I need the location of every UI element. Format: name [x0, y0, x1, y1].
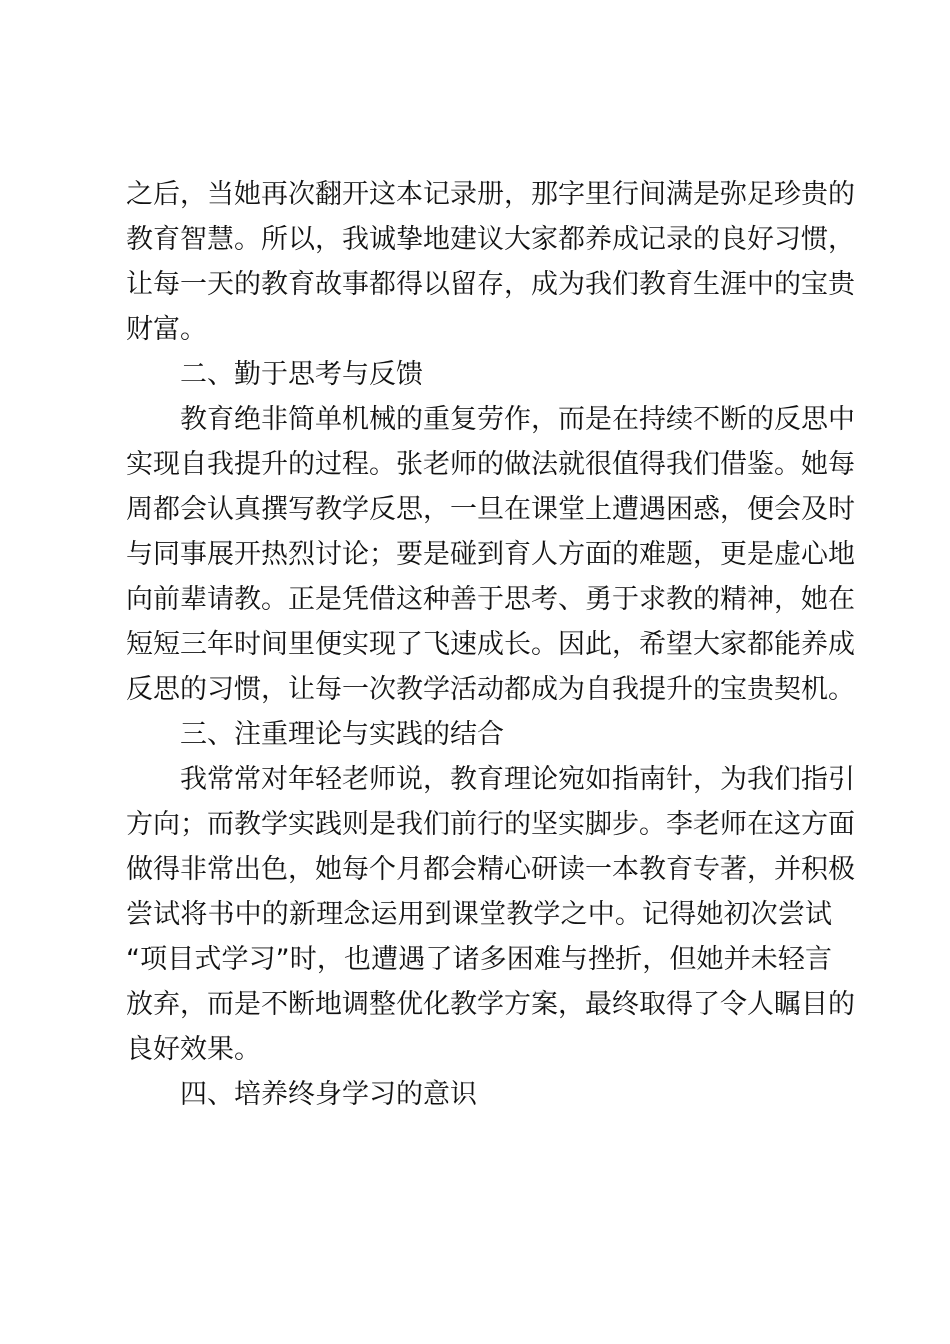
body-text-line: 向前辈请教。正是凭借这种善于思考、勇于求教的精神，她在: [126, 584, 855, 615]
section-heading: 三、注重理论与实践的结合: [180, 719, 504, 750]
body-text-line: 教育智慧。所以，我诚挚地建议大家都养成记录的良好习惯，: [126, 224, 855, 255]
body-text-line: 与同事展开热烈讨论；要是碰到育人方面的难题，更是虚心地: [126, 539, 855, 570]
body-text-line: 方向；而教学实践则是我们前行的坚实脚步。李老师在这方面: [126, 809, 855, 840]
section-heading: 四、培养终身学习的意识: [180, 1079, 477, 1110]
body-text-line: 教育绝非简单机械的重复劳作，而是在持续不断的反思中: [180, 404, 855, 435]
body-text-line: 良好效果。: [126, 1034, 261, 1065]
body-text-line: 之后，当她再次翻开这本记录册，那字里行间满是弥足珍贵的: [126, 179, 855, 210]
body-text-line: 财富。: [126, 314, 207, 345]
body-text-line: 尝试将书中的新理念运用到课堂教学之中。记得她初次尝试: [126, 899, 832, 930]
body-text-line: “项目式学习”时，也遭遇了诸多困难与挫折，但她并未轻言: [126, 944, 832, 975]
body-text-line: 实现自我提升的过程。张老师的做法就很值得我们借鉴。她每: [126, 449, 855, 480]
body-text-line: 周都会认真撰写教学反思，一旦在课堂上遭遇困惑，便会及时: [126, 494, 855, 525]
body-text-line: 反思的习惯，让每一次教学活动都成为自我提升的宝贵契机。: [126, 674, 855, 705]
body-text-line: 放弃，而是不断地调整优化教学方案，最终取得了令人瞩目的: [126, 989, 855, 1020]
body-text-line: 让每一天的教育故事都得以留存，成为我们教育生涯中的宝贵: [126, 269, 855, 300]
body-text-line: 短短三年时间里便实现了飞速成长。因此，希望大家都能养成: [126, 629, 855, 660]
section-heading: 二、勤于思考与反馈: [180, 359, 423, 390]
body-text-line: 我常常对年轻老师说，教育理论宛如指南针，为我们指引: [180, 764, 855, 795]
body-text-line: 做得非常出色，她每个月都会精心研读一本教育专著，并积极: [126, 854, 855, 885]
